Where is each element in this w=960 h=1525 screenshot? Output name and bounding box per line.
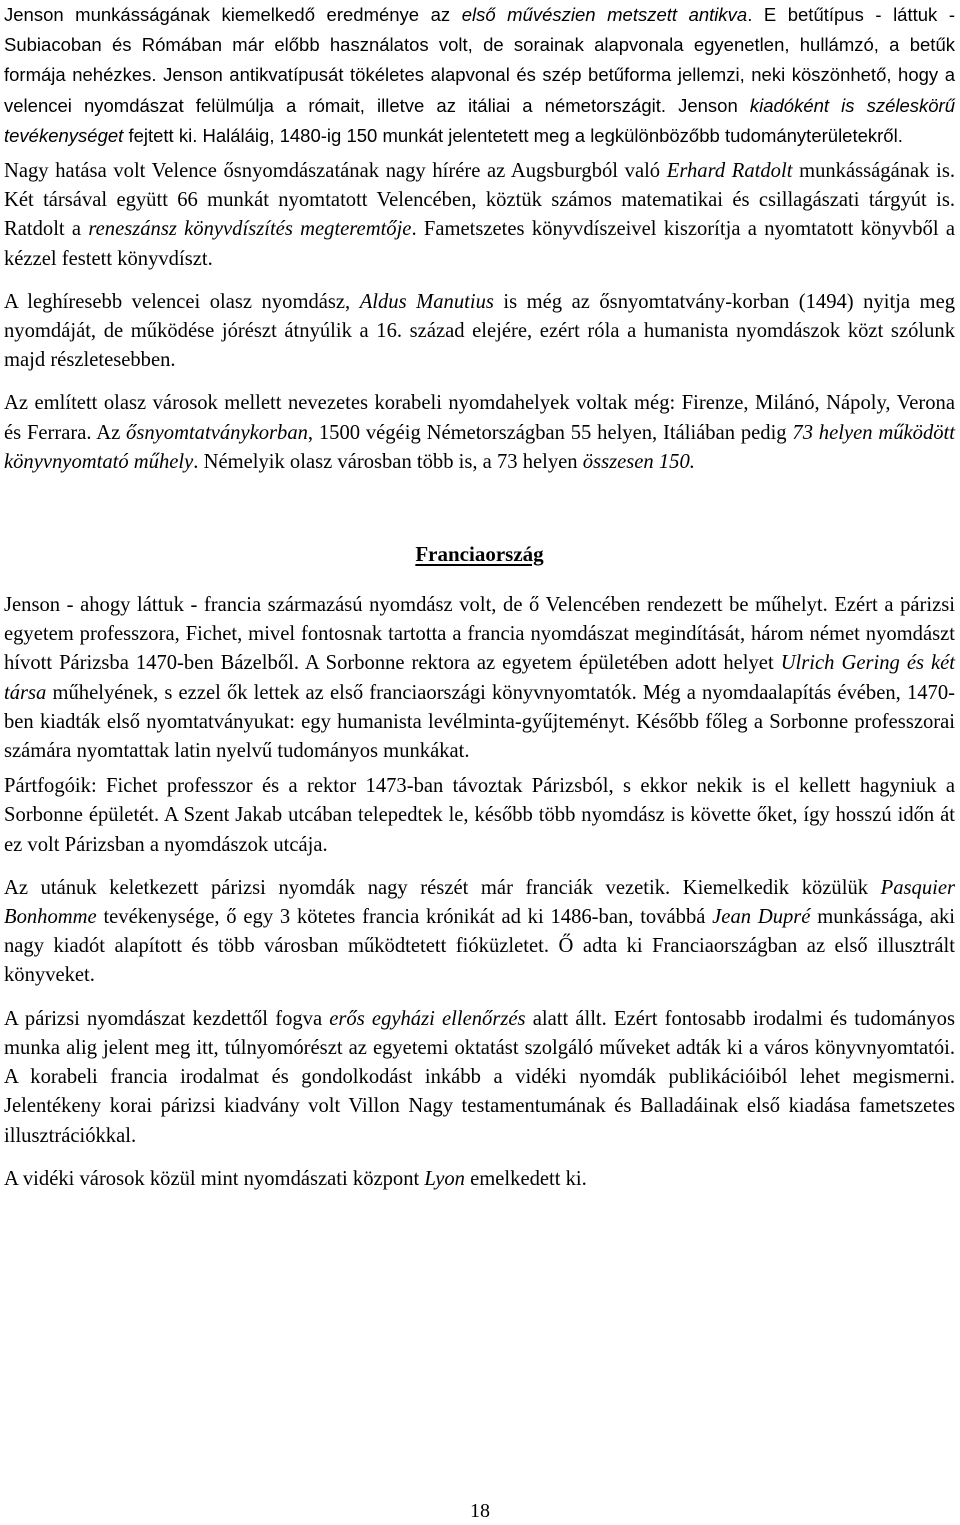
document-page bbox=[4, 0, 955, 1194]
text-run: emelkedett ki. bbox=[464, 1167, 587, 1190]
text-run: Az utánuk keletkezett párizsi nyomdák nagy részét már franciák vezetik. Kiemelkedik közülük bbox=[4, 876, 881, 899]
paragraph bbox=[4, 874, 955, 991]
text-run-italic: Ulrich Gering és két társa bbox=[4, 652, 955, 704]
text-run-italic: első művészien metszett antikva bbox=[461, 4, 748, 25]
text-run-italic: reneszánsz könyvdíszítés megteremtője bbox=[88, 218, 412, 241]
text-run: is még az ősnyomtatvány-korban (1494) nyitja meg nyomdáját, de működése jórészt átnyúlik a 16. század elejére, ezért róla a humanista nyomdászok közt szólunk majd részletesebben. bbox=[4, 290, 956, 372]
paragraph bbox=[4, 389, 955, 477]
paragraph bbox=[4, 0, 955, 151]
text-run: Nagy hatása volt Velence ősnyomdászatának nagy hírére az Augsburgból való bbox=[4, 160, 667, 183]
text-run-italic: összesen 150. bbox=[582, 450, 695, 473]
text-run: , 1500 végéig Németországban 55 helyen, Itáliában pedig bbox=[307, 421, 793, 444]
text-run-italic: Jean Dupré bbox=[712, 906, 811, 929]
text-run-italic: Aldus Manutius bbox=[359, 290, 494, 313]
paragraph bbox=[4, 1005, 955, 1151]
text-run-italic: Pasquier Bonhomme bbox=[4, 876, 955, 929]
text-run: A vidéki városok közül mint nyomdászati központ bbox=[4, 1167, 425, 1190]
text-run: . Fametszetes könyvdíszeivel kiszorítja a nyomtatott könyvből a kézzel festett könyvdíszt. bbox=[4, 218, 955, 270]
text-run: Jenson munkásságának kiemelkedő eredménye az bbox=[4, 4, 462, 25]
paragraph bbox=[4, 1165, 955, 1194]
text-run: munkásságának is. Két társával együtt 66 munkát nyomtatott Velencében, köztük számos matematikai és csillagászati tárgyút is. Ratdolt a bbox=[4, 160, 955, 241]
text-run: A párizsi nyomdászat kezdettől fogva bbox=[4, 1007, 330, 1030]
text-run: alatt állt. Ezért fontosabb irodalmi és tudományos munka alig jelent meg itt, túlnyomórészt az egyetemi oktatást szolgáló műveket adták ki a város könyvnyomtatói. A korabeli francia irodalmat és gondolkodást inkább a vidéki nyomdák publikációiból lehet megismerni. Jelentékeny korai párizsi kiadvány volt Villon Nagy testamentumának és Balladáinak első kiadása fametszetes illusztrációkkal. bbox=[4, 1007, 955, 1147]
text-run-italic: ősnyomtatványkorban bbox=[126, 421, 308, 444]
text-run-italic: 73 helyen működött könyvnyomtató műhely bbox=[4, 421, 955, 473]
text-run: tevékenysége, ő egy 3 kötetes francia krónikát ad ki 1486-ban, továbbá bbox=[96, 906, 713, 929]
text-run: műhelyének, s ezzel ők lettek az első franciaországi könyvnyomtatók. Még a nyomdaalapítás évében, 1470-ben kiadták első nyomtatványukat: egy humanista levélminta-gyűjteményt. Később főleg a Sorbonne professzorai számára nyomtattak latin nyelvű tudományos munkákat. bbox=[4, 681, 955, 763]
paragraph bbox=[4, 157, 955, 274]
text-run: Pártfogóik: Fichet professzor és a rektor 1473-ban távoztak Párizsból, s ekkor nekik is el kellett hagyniuk a Sorbonne épületét. A Szent Jakab utcában telepedtek le, később több nyomdász is követte őket, így hosszú időn át ez volt Párizsban a nyomdászok utcája. bbox=[4, 775, 955, 856]
text-run: Az említett olasz városok mellett nevezetes korabeli nyomdahelyek voltak még: Firenze, Milánó, Nápoly, Verona és Ferrara. Az bbox=[4, 392, 955, 444]
text-run: . Némelyik olasz városban több is, a 73 helyen bbox=[193, 450, 583, 473]
text-run: A leghíresebb velencei olasz nyomdász, bbox=[4, 290, 360, 313]
text-run-italic: kiadóként is széleskörű tevékenységet bbox=[4, 94, 956, 146]
text-run: munkássága, aki nagy kiadót alapított és több városban működtetett fióküzletet. Ő adta ki Franciaországban az első illusztrált könyveket. bbox=[4, 906, 955, 987]
text-run-italic: Lyon bbox=[424, 1167, 465, 1190]
paragraph bbox=[4, 772, 955, 860]
section-heading: Franciaország bbox=[415, 542, 544, 567]
paragraph bbox=[4, 288, 955, 376]
page-number: 18 bbox=[470, 1500, 490, 1522]
text-run: fejtett ki. Haláláig, 1480-ig 150 munkát jelentetett meg a legkülönbözőbb tudományterületekről. bbox=[123, 124, 903, 146]
text-run-italic: Erhard Ratdolt bbox=[666, 160, 793, 183]
text-run-italic: erős egyházi ellenőrzés bbox=[329, 1007, 526, 1030]
paragraph bbox=[4, 591, 955, 766]
text-run: Jenson - ahogy láttuk - francia származású nyomdász volt, de ő Velencében rendezett be műhelyt. Ezért a párizsi egyetem professzora, Fichet, mivel fontosnak tartotta a francia nyomdászat megindítását, három német nyomdászt hívott Párizsba 1470-ben Bázelből. A Sorbonne rektora az egyetem épületében adott helyet bbox=[4, 594, 955, 675]
text-run: . E betűtípus - láttuk - Subiacoban és Rómában már előbb használatos volt, de sorainak alapvonala egyenetlen, hullámzó, a betűk formája nehézkes. Jenson antikvatípusát tökéletes alapvonal és szép betűforma jellemzi, neki köszönhető, hogy a velencei nyomdászat felülmúlja a rómait, illetve az itáliai a németországit. Jenson bbox=[4, 4, 955, 116]
